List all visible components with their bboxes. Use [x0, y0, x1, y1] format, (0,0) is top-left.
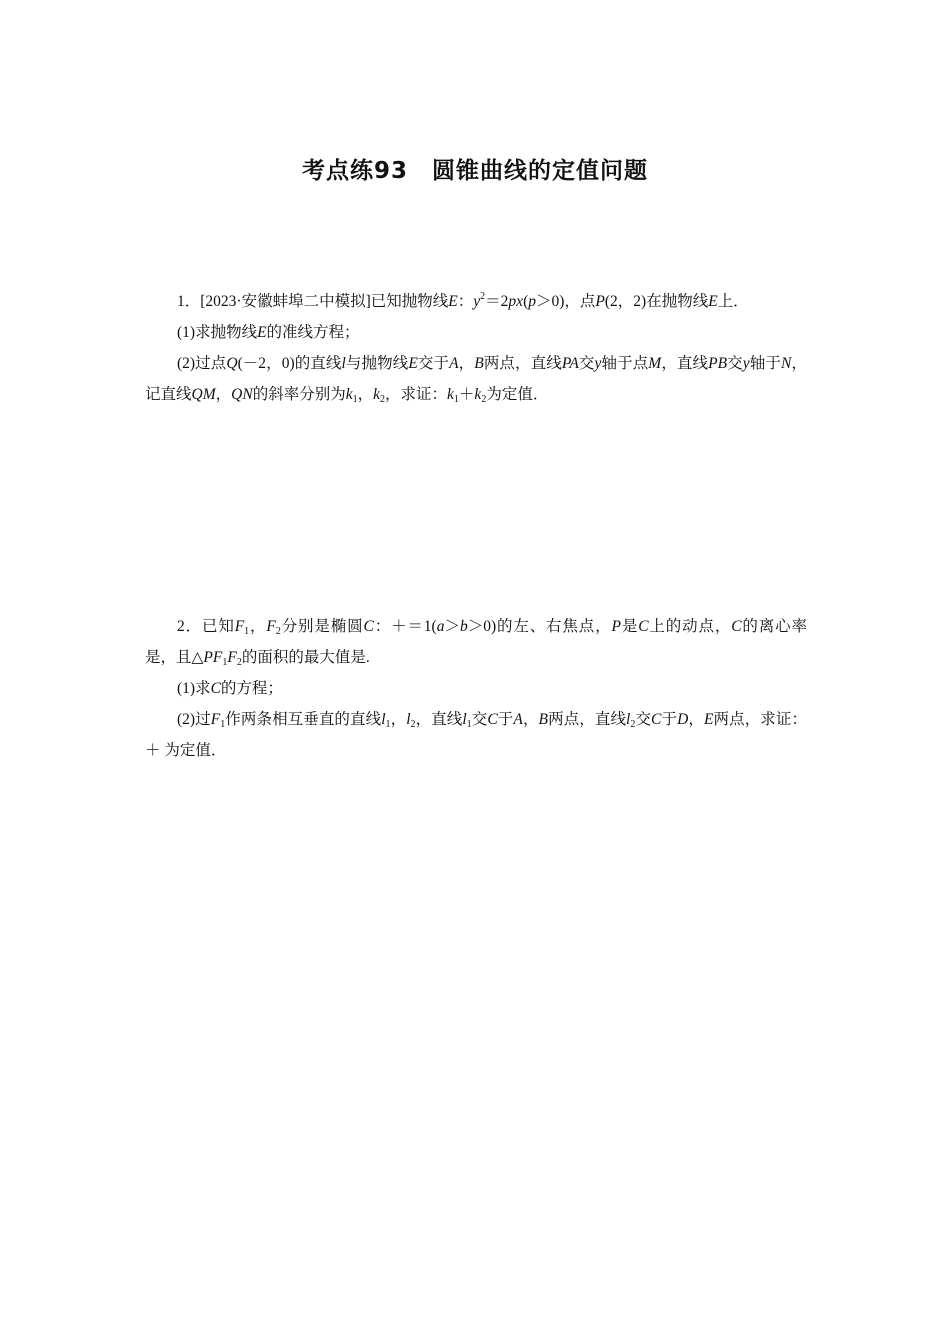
problem-2-part-1: (1)求C的方程； — [177, 680, 283, 697]
problem-2 — [145, 611, 807, 766]
problem-1-part-1: (1)求抛物线E的准线方程； — [177, 324, 360, 341]
problem-1-stem: 1．[2023·安徽蚌埠二中模拟]已知抛物线E：$y^2=2px(p>0)$，点P(2，2)在抛物线E上． — [177, 291, 749, 310]
problem-1 — [145, 286, 807, 410]
problem-2-stem: 2．已知$F_1$，$F_2$分别是椭圆C：＋＝1(a＞b＞0)的左、右焦点，P是C上的动点，C的离心率是，且$\triangle PF_1F_2$的面积的最大值是. — [145, 618, 807, 668]
problem-1-part-2: (2)过点Q(－2，0)的直线l与抛物线E交于A，B两点，直线PA交y轴于点M，直线PB交y轴于N，记直线QM，QN的斜率分别为$k_1$，$k_2$，求证：$k_1+k_2$为定值． — [145, 355, 807, 405]
page-title: 考点练93 圆锥曲线的定值问题 — [301, 158, 648, 184]
problem-2-part-2: (2)过$F_1$作两条相互垂直的直线$l_1$，$l_2$，直线$l_1$交C于A，B两点，直线$l_2$交C于D，E两点，求证：＋ 为定值． — [145, 711, 807, 759]
